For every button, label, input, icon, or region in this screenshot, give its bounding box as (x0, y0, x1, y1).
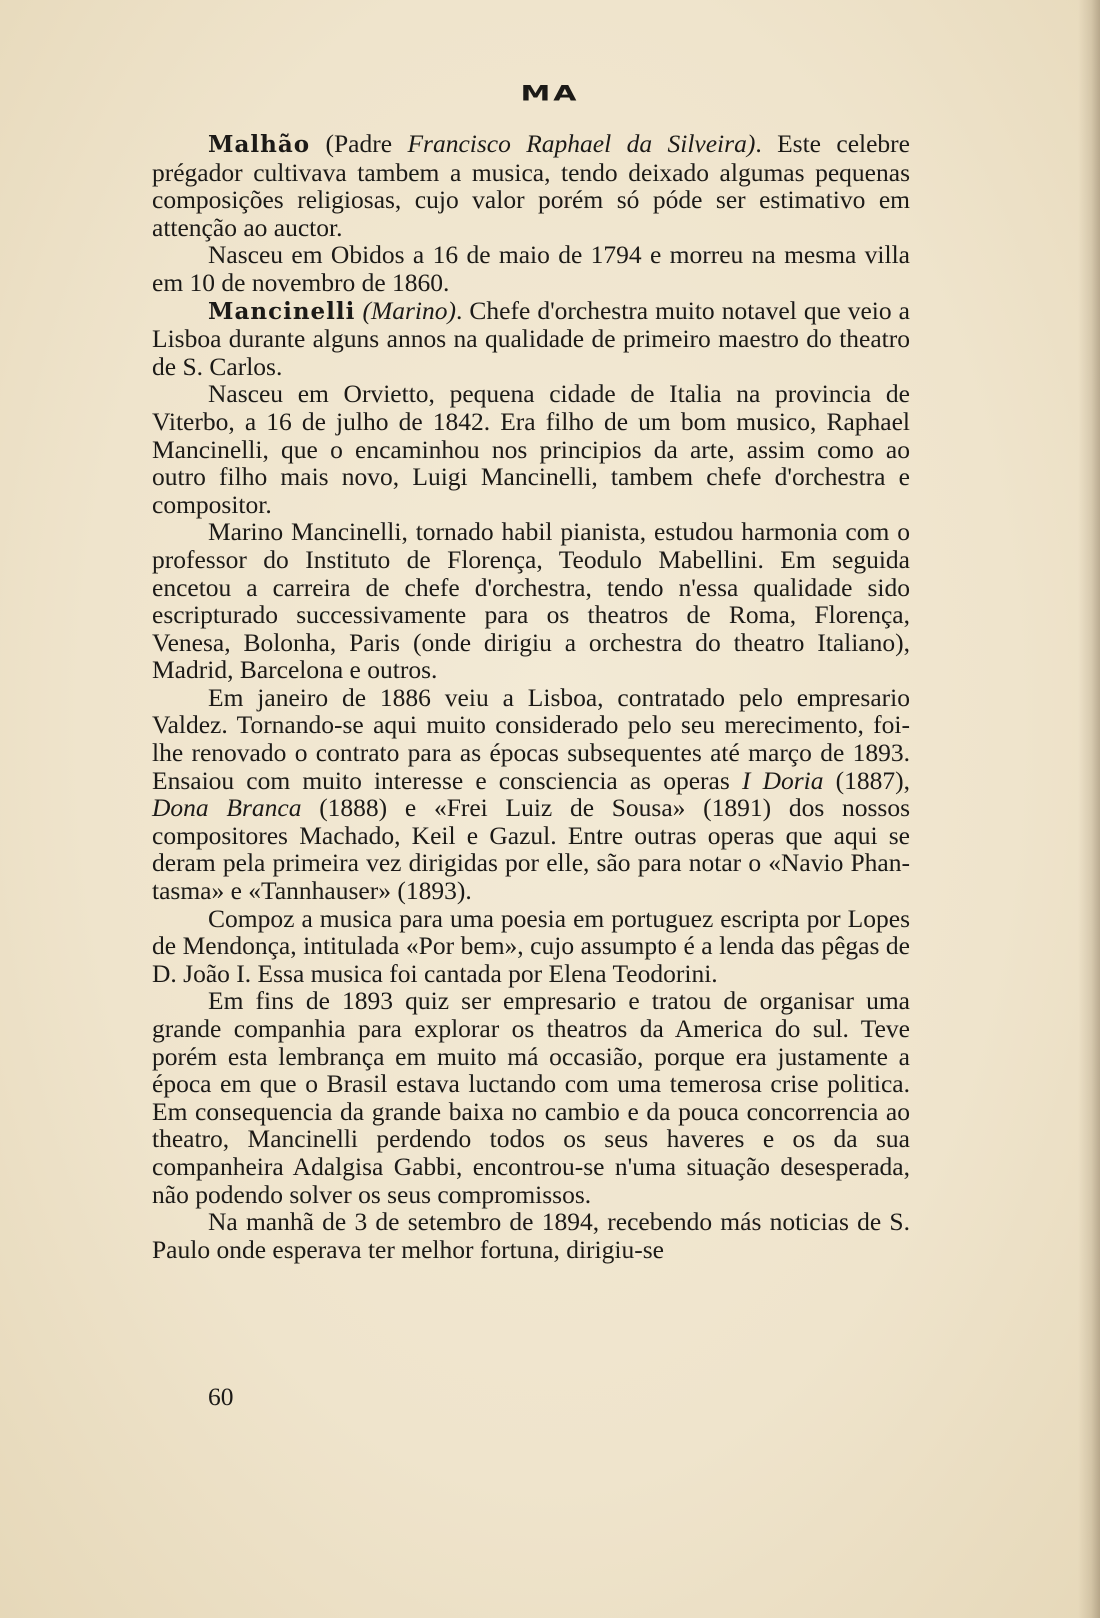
opera-title: I Doria (741, 765, 824, 795)
qualifier-open-malhao: (Padre (310, 129, 408, 158)
entry-malhao (152, 130, 910, 241)
paragraph-text: (1887), (823, 765, 910, 795)
entry-mancinelli (152, 297, 910, 381)
paragraph: Na manhã de 3 de setembro de 1894, recebendo más noticias de S. Paulo onde esperava ter melhor fortuna, dirigiu-se (152, 1207, 910, 1264)
entry-text-malhao: . Este celebre prégador cultivava tambem a musica, tendo deixado algumas pequenas composições religiosas, cujo valor porém só póde ser estimativo em attenção ao auctor. (152, 129, 910, 242)
paragraph: Nasceu em Orvietto, pequena cidade de Italia na provincia de Viterbo, a 16 de julho de 1842. Era filho de um bom musico, Raphael Mancinelli, que o encaminhou nos principios da arte, assim como ao outro filho mais novo, Luigi Mancinelli, tambem chefe d'orchestra e compositor. (152, 379, 910, 519)
qualifier-italic-malhao: Francisco Raphael da Silveira) (407, 129, 756, 158)
paragraph: Marino Mancinelli, tornado habil pianista, estudou harmonia com o professor do Instituto de Florença, Teodulo Mabellini. Em seguida encetou a carreira de chefe d'orchestra, tendo n'essa qualidade sido escripturado successivamente para os theatros de Roma, Florença, Venesa, Bolonha, Paris (onde dirigiu a orchestra do theatro Italiano), Madrid, Barcelona e outros. (152, 517, 910, 685)
body-text (152, 130, 910, 1263)
running-head: MA (520, 80, 580, 107)
page-number: 60 (208, 1382, 234, 1411)
headword-mancinelli: Mancinelli (208, 297, 356, 325)
paragraph: Compoz a musica para uma poesia em portuguez escripta por Lopes de Mendonça, intitulada «Por bem», cujo assumpto é a lenda das pêgas de D. João I. Essa musica foi cantada por Elena Teodorini. (152, 903, 910, 988)
qualifier-italic-mancinelli: (Marino) (362, 295, 456, 325)
paragraph-text: Em janeiro de 1886 veiu a Lisboa, contratado pelo empresario Valdez. Tornando-se aqui muito considerado pelo seu merecimento, foi-lhe renovado o contrato para as épocas subsequentes até março de 1893. Ensaiou com muito interesse e consciencia as operas (152, 682, 910, 795)
page-edge-shadow (1078, 0, 1100, 1618)
paragraph: Nasceu em Obidos a 16 de maio de 1794 e morreu na mesma villa em 10 de novembro de 1860. (152, 240, 910, 297)
opera-title: Dona Branca (152, 793, 302, 823)
paragraph-text: (1888) e «Frei Luiz de Sousa» (1891) dos nossos compositores Machado, Keil e Gazul. Entre outras operas que aqui se deram pela primeira vez dirigidas por elle, são para notar o «Navio Phantasma» e «Tannhauser» (1893). (152, 793, 911, 906)
paragraph: Em fins de 1893 quiz ser empresario e tratou de organisar uma grande companhia para explorar os theatros da America do sul. Teve porém esta lembrança em muito má occasião, porque era justamente a época em que o Brasil estava luctando com uma temerosa crise politica. Em consequencia da grande baixa no cambio e da pouca concorrencia ao theatro, Mancinelli perdendo todos os seus haveres e os da sua companheira Adalgisa Gabbi, encontrou-se n'uma situação desesperada, não podendo solver os seus compromissos. (152, 986, 910, 1209)
headword-malhao: Malhão (208, 131, 311, 158)
paragraph (152, 684, 910, 905)
entry-text-mancinelli: . Chefe d'orchestra muito notavel que veio a Lisboa durante alguns annos na qualidade de primeiro maestro do theatro de S. Carlos. (152, 295, 911, 381)
